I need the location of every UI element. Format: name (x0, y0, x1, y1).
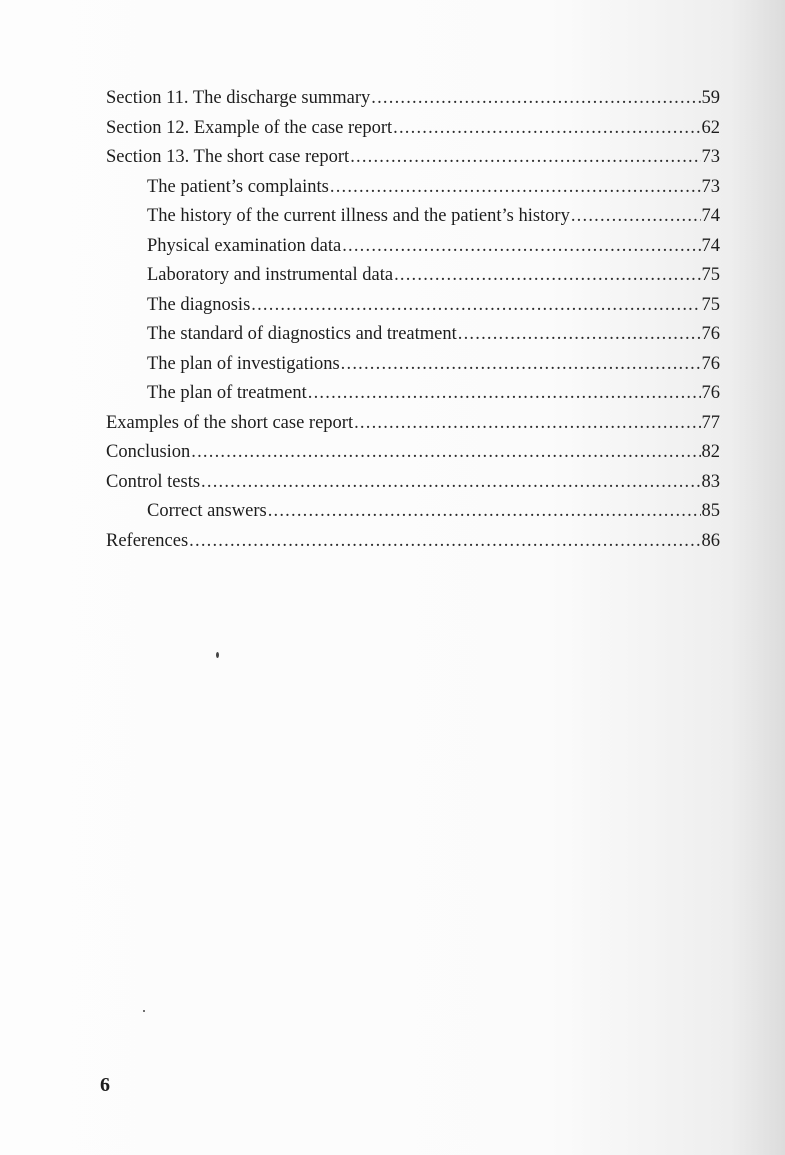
toc-entry-page: 59 (701, 88, 720, 108)
toc-subentry (106, 497, 720, 527)
toc-entry-title: Section 11. The discharge summary (106, 88, 371, 108)
toc-leader-dots (458, 320, 701, 350)
toc-leader-dots (308, 379, 701, 409)
toc-entry (106, 143, 720, 173)
toc-entry-page: 75 (701, 265, 720, 285)
toc-subentry (106, 261, 720, 291)
toc-entry-title: The diagnosis (147, 294, 251, 315)
toc-subentry (106, 320, 720, 350)
page-number: 6 (100, 1074, 110, 1096)
toc-entry-page: 62 (701, 117, 720, 138)
toc-entry-page: 74 (701, 235, 720, 256)
toc-subentry (106, 291, 720, 321)
toc-leader-dots (350, 143, 700, 173)
toc-entry-page: 76 (701, 324, 720, 344)
toc-entry-page: 74 (701, 206, 720, 226)
toc-leader-dots (354, 409, 700, 439)
toc-entry-page: 73 (701, 147, 720, 167)
toc-entry-title: Examples of the short case report (106, 412, 354, 433)
toc-leader-dots (189, 527, 700, 557)
toc-subentry (106, 350, 720, 380)
toc-entry-page: 83 (701, 471, 720, 492)
toc-entry-page: 73 (701, 176, 720, 197)
toc-entry-title: Correct answers (147, 501, 267, 521)
toc-leader-dots (341, 350, 701, 380)
toc-entry (106, 527, 720, 557)
toc-entry-title: The patient’s complaints (147, 176, 329, 197)
toc-entry (106, 84, 720, 114)
paper-speck (216, 652, 219, 658)
toc-entry-title: Laboratory and instrumental data (147, 265, 394, 285)
toc-entry-title: The plan of treatment (147, 383, 307, 403)
toc-leader-dots (342, 232, 700, 262)
toc-entry-title: The plan of investigations (147, 353, 340, 374)
toc-leader-dots (191, 438, 700, 468)
toc-entry-title: Physical examination data (147, 235, 342, 256)
paper-speck (143, 1010, 145, 1012)
toc-leader-dots (330, 173, 701, 203)
toc-subentry (106, 232, 720, 262)
toc-leader-dots (251, 291, 700, 321)
toc-leader-dots (201, 468, 700, 498)
toc-entry-title: References (106, 530, 189, 551)
toc-entry-title: Conclusion (106, 442, 191, 462)
toc-entry-page: 76 (701, 353, 720, 374)
toc-entry-page: 75 (701, 294, 720, 315)
toc-subentry (106, 202, 720, 232)
table-of-contents (106, 84, 720, 556)
toc-leader-dots (571, 202, 701, 232)
toc-subentry (106, 379, 720, 409)
toc-entry-page: 77 (701, 412, 720, 433)
toc-leader-dots (393, 114, 700, 144)
toc-subentry (106, 173, 720, 203)
toc-leader-dots (394, 261, 700, 291)
toc-entry-page: 85 (701, 501, 720, 521)
toc-entry-page: 76 (701, 383, 720, 403)
toc-entry-title: Section 12. Example of the case report (106, 117, 393, 138)
toc-entry-page: 86 (701, 530, 720, 551)
toc-entry (106, 409, 720, 439)
toc-entry (106, 438, 720, 468)
toc-entry (106, 114, 720, 144)
toc-entry-title: Control tests (106, 471, 201, 492)
toc-entry-page: 82 (701, 442, 720, 462)
toc-entry-title: Section 13. The short case report (106, 147, 350, 167)
toc-entry-title: The history of the current illness and the patient’s history (147, 206, 570, 226)
toc-entry-title: The standard of diagnostics and treatment (147, 324, 457, 344)
toc-leader-dots (371, 84, 700, 114)
toc-leader-dots (268, 497, 701, 527)
toc-entry (106, 468, 720, 498)
